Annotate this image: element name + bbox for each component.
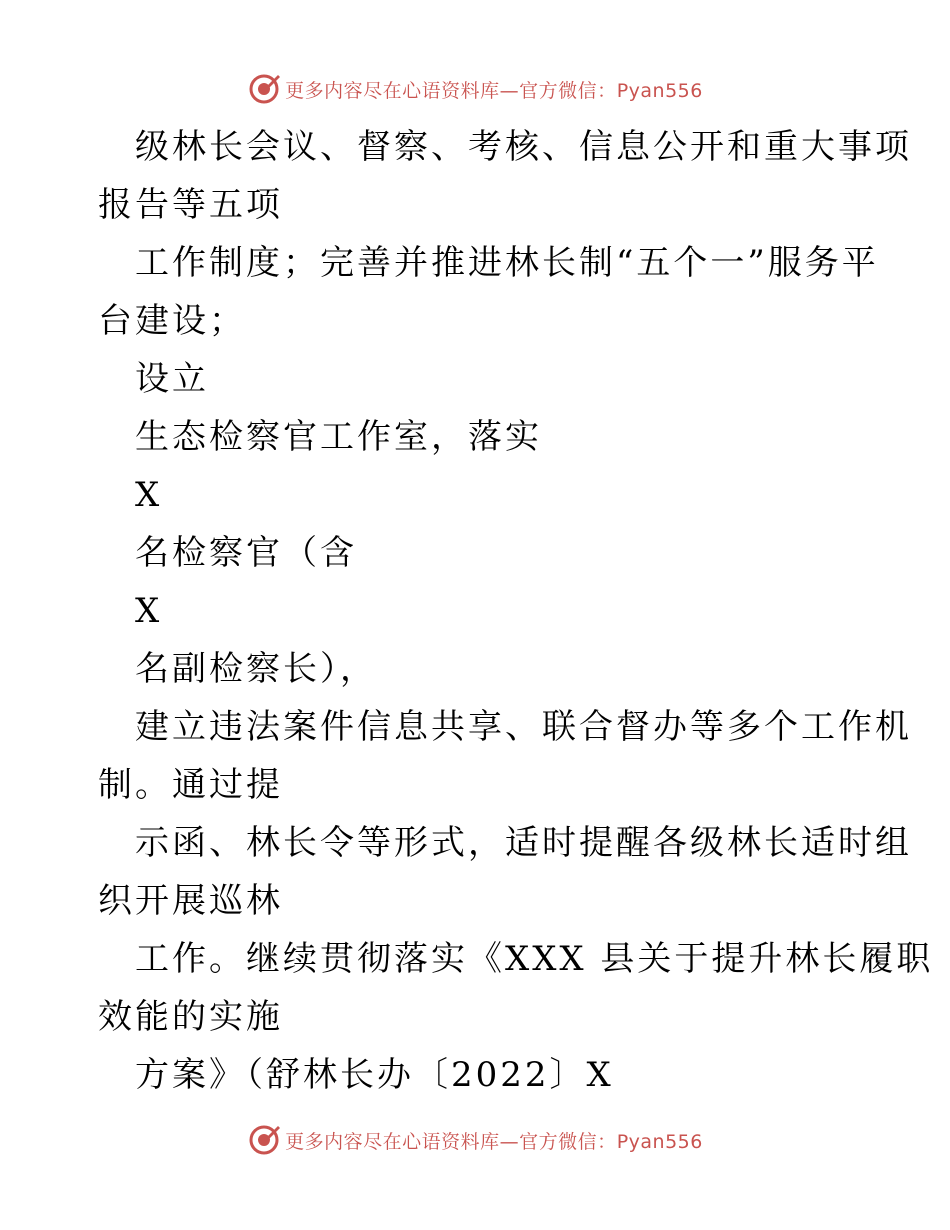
text-line: 名副检察长），	[135, 649, 377, 689]
text-line: 名检察官（含	[135, 533, 357, 573]
document-body	[98, 118, 934, 1104]
watermark-text: 更多内容尽在心语资料库—官方微信：Pyan556	[285, 79, 703, 102]
text-line: 建立违法案件信息共享、联合督办等多个工作机	[135, 707, 912, 747]
text-line: 报告等五项	[98, 185, 283, 225]
text-line: 方案》（舒林长办〔2022〕X	[135, 1055, 614, 1095]
text-line: X	[135, 475, 163, 515]
text-line: 台建设；	[98, 301, 246, 341]
text-line: 设立	[135, 359, 209, 399]
text-line: 工作。继续贯彻落实《XXX 县关于提升林长履职	[135, 939, 934, 979]
text-line: 级林长会议、督察、考核、信息公开和重大事项	[135, 127, 912, 167]
footer-watermark	[0, 1123, 950, 1157]
text-line: 效能的实施	[98, 997, 283, 1037]
pen-circle-icon	[247, 1123, 281, 1157]
text-line: 制。通过提	[98, 765, 283, 805]
header-watermark	[0, 72, 950, 106]
text-line: X	[135, 591, 163, 631]
text-line: 工作制度；完善并推进林长制“五个一”服务平	[135, 243, 879, 283]
text-line: 示函、林长令等形式，适时提醒各级林长适时组	[135, 823, 912, 863]
text-line: 织开展巡林	[98, 881, 283, 921]
text-line: 生态检察官工作室，落实	[135, 417, 542, 457]
pen-circle-icon	[247, 72, 281, 106]
watermark-text: 更多内容尽在心语资料库—官方微信：Pyan556	[285, 1130, 703, 1153]
